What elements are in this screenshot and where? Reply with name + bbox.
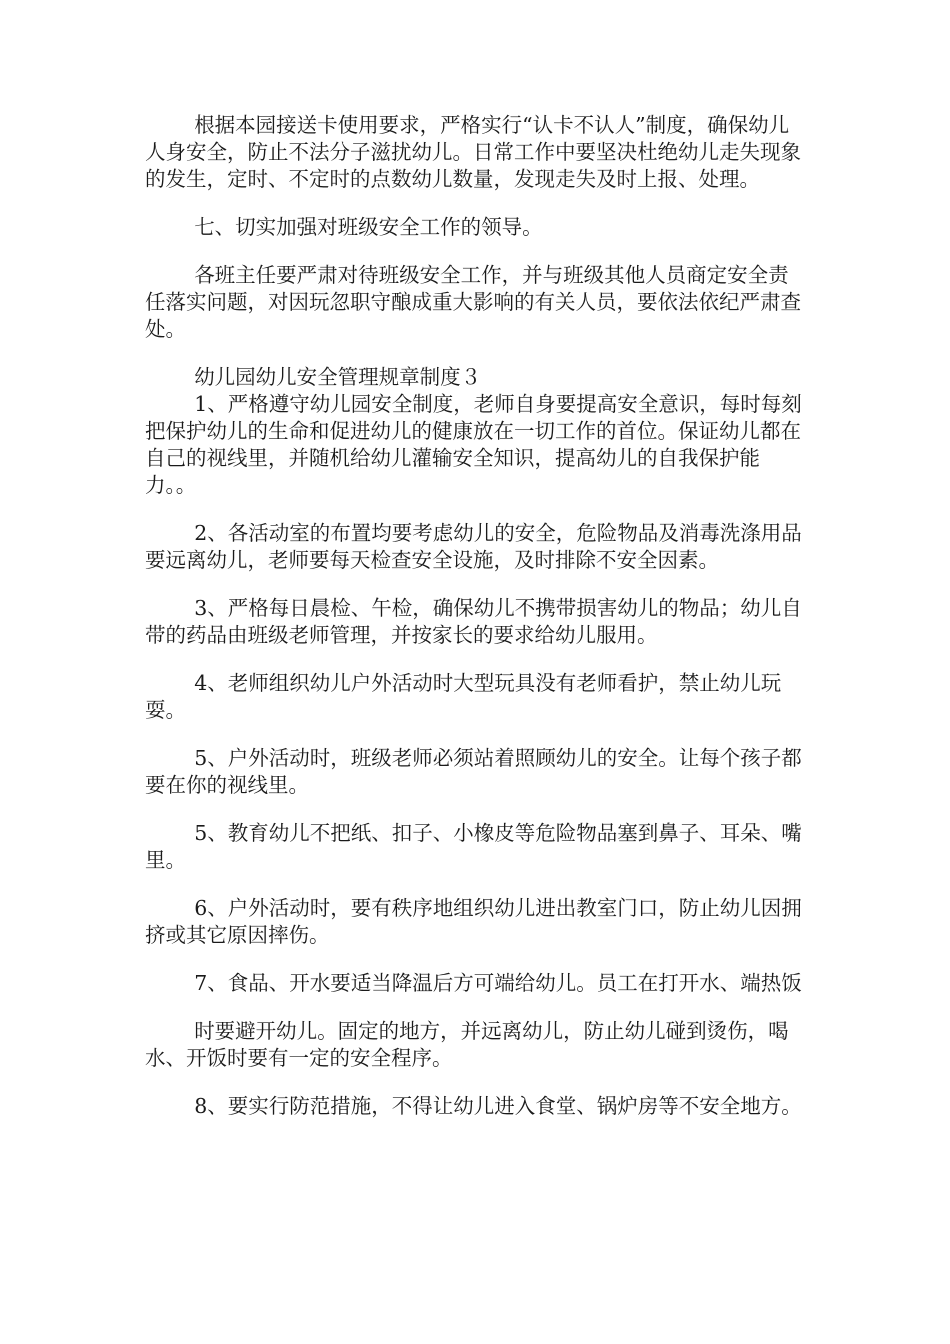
document-subtitle: 幼儿园幼儿安全管理规章制度３ [194, 365, 482, 389]
rule-item-8: 8、要实行防范措施，不得让幼儿进入食堂、锅炉房等不安全地方。 [194, 1094, 802, 1118]
rule-item-7-continued: 时要避开幼儿。固定的地方，并远离幼儿，防止幼儿碰到烫伤，喝水、开饭时要有一定的安全程序。 [145, 1019, 789, 1070]
document-body [145, 112, 805, 1141]
rule-item-2: 2、各活动室的布置均要考虑幼儿的安全，危险物品及消毒洗涤用品要远离幼儿，老师要每天检查安全设施，及时排除不安全因素。 [145, 521, 802, 572]
paragraph-class-leader: 各班主任要严肃对待班级安全工作，并与班级其他人员商定安全责任落实问题，对因玩忽职守酿成重大影响的有关人员，要依法依纪严肃查处。 [145, 263, 801, 341]
rule-item-5a: 5、户外活动时，班级老师必须站着照顾幼儿的安全。让每个孩子都要在你的视线里。 [145, 746, 802, 797]
paragraph-pickup-card: 根据本园接送卡使用要求，严格实行“认卡不认人”制度，确保幼儿人身安全，防止不法分子滋扰幼儿。日常工作中要坚决杜绝幼儿走失现象的发生，定时、不定时的点数幼儿数量，发现走失及时上报、处理。 [145, 113, 801, 191]
section-heading-seven: 七、切实加强对班级安全工作的领导。 [194, 215, 543, 239]
rule-item-6: 6、户外活动时，要有秩序地组织幼儿进出教室门口，防止幼儿因拥挤或其它原因摔伤。 [145, 896, 802, 947]
rule-item-7: 7、食品、开水要适当降温后方可端给幼儿。员工在打开水、端热饭 [194, 971, 802, 995]
rule-item-1: 1、严格遵守幼儿园安全制度，老师自身要提高安全意识，每时每刻把保护幼儿的生命和促进幼儿的健康放在一切工作的首位。保证幼儿都在自己的视线里，并随机给幼儿灌输安全知识，提高幼儿的自我保护能力。。 [145, 392, 802, 497]
rule-item-5b: 5、教育幼儿不把纸、扣子、小橡皮等危险物品塞到鼻子、耳朵、嘴里。 [145, 821, 802, 872]
rule-item-3: 3、严格每日晨检、午检，确保幼儿不携带损害幼儿的物品；幼儿自带的药品由班级老师管理，并按家长的要求给幼儿服用。 [145, 596, 802, 647]
rule-item-4: 4、老师组织幼儿户外活动时大型玩具没有老师看护，禁止幼儿玩耍。 [145, 671, 782, 722]
